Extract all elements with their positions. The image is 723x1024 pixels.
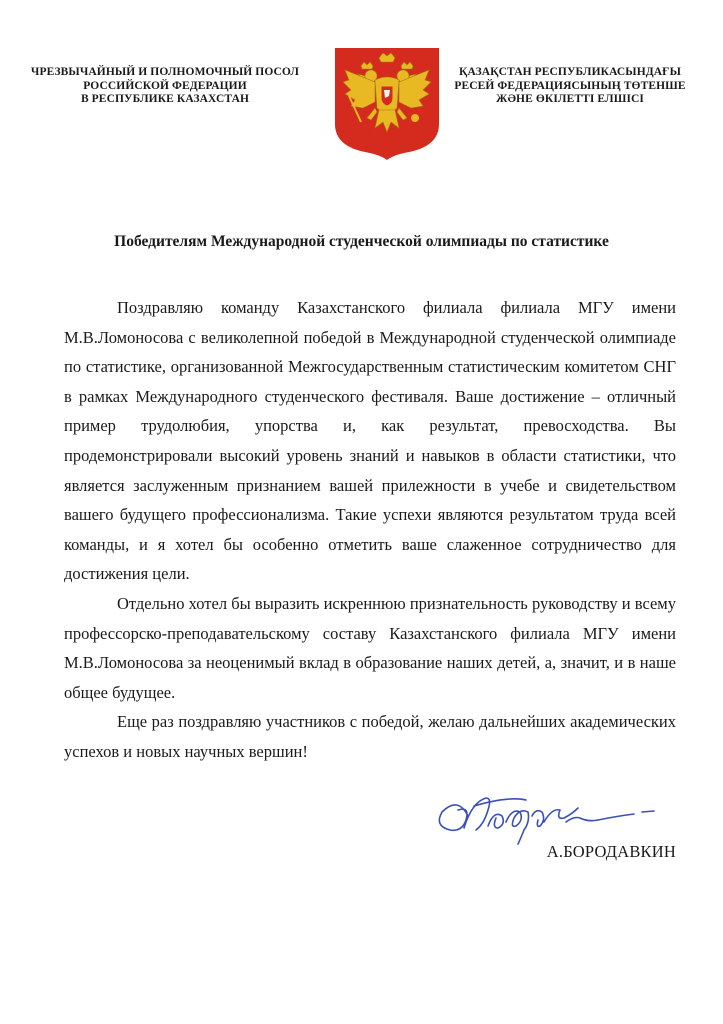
- signatory-name: А.БОРОДАВКИН: [546, 842, 676, 861]
- russian-coat-of-arms-icon: [331, 46, 443, 162]
- sender-title-line-3: В РЕСПУБЛИКЕ КАЗАХСТАН: [80, 93, 250, 105]
- paragraph-congratulations: Поздравляю команду Казахстанского филиала филиала МГУ имени М.В.Ломоносова с великолепной победой в Международной студенческой олимпиаде по статистике, организованной Межгосударственным статистическим комитетом СНГ в рамках Международного студенческого фестиваля. Ваше достижение – отличный пример трудолюбия, упорства и, как результат, превосходства. Вы продемонстрировали высокий уровень знаний и навыков в области статистики, что является заслуженным признанием вашей прилежности в учебе и свидетельством вашего будущего профессионализма. Такие успехи являются результатом труда всей команды, и я хотел бы особенно отметить ваше слаженное сотрудничество для достижения цели.: [64, 298, 676, 584]
- sender-title-kz-line-3: ЖӘНЕ ӨКІЛЕТТІ ЕЛШІСІ: [495, 93, 645, 105]
- sender-title-kz-line-1: ҚАЗАҚСТАН РЕСПУБЛИКАСЫНДАҒЫ: [459, 66, 681, 78]
- paragraph-wishes: Еще раз поздравляю участников с победой, желаю дальнейших академических успехов и новых научных вершин!: [64, 712, 676, 761]
- letter-title: Победителям Международной студенческой олимпиады по статистике: [114, 233, 609, 250]
- sender-title-kz-line-2: РЕСЕЙ ФЕДЕРАЦИЯСЫНЫҢ ТӨТЕНШЕ: [454, 79, 686, 92]
- sender-title-line-2: РОССИЙСКОЙ ФЕДЕРАЦИИ: [83, 79, 247, 92]
- sender-title-kazakh: [432, 66, 708, 107]
- handwritten-signature: [428, 786, 668, 846]
- sender-title-russian: [20, 66, 310, 107]
- paragraph-gratitude: Отдельно хотел бы выразить искреннюю признательность руководству и всему профессорско-преподавательскому составу Казахстанского филиала МГУ имени М.В.Ломоносова за неоценимый вклад в образование наших детей, а, значит, и в наше общее будущее.: [64, 593, 676, 702]
- letter-body: [64, 293, 676, 767]
- sender-title-line-1: ЧРЕЗВЫЧАЙНЫЙ И ПОЛНОМОЧНЫЙ ПОСОЛ: [30, 66, 300, 78]
